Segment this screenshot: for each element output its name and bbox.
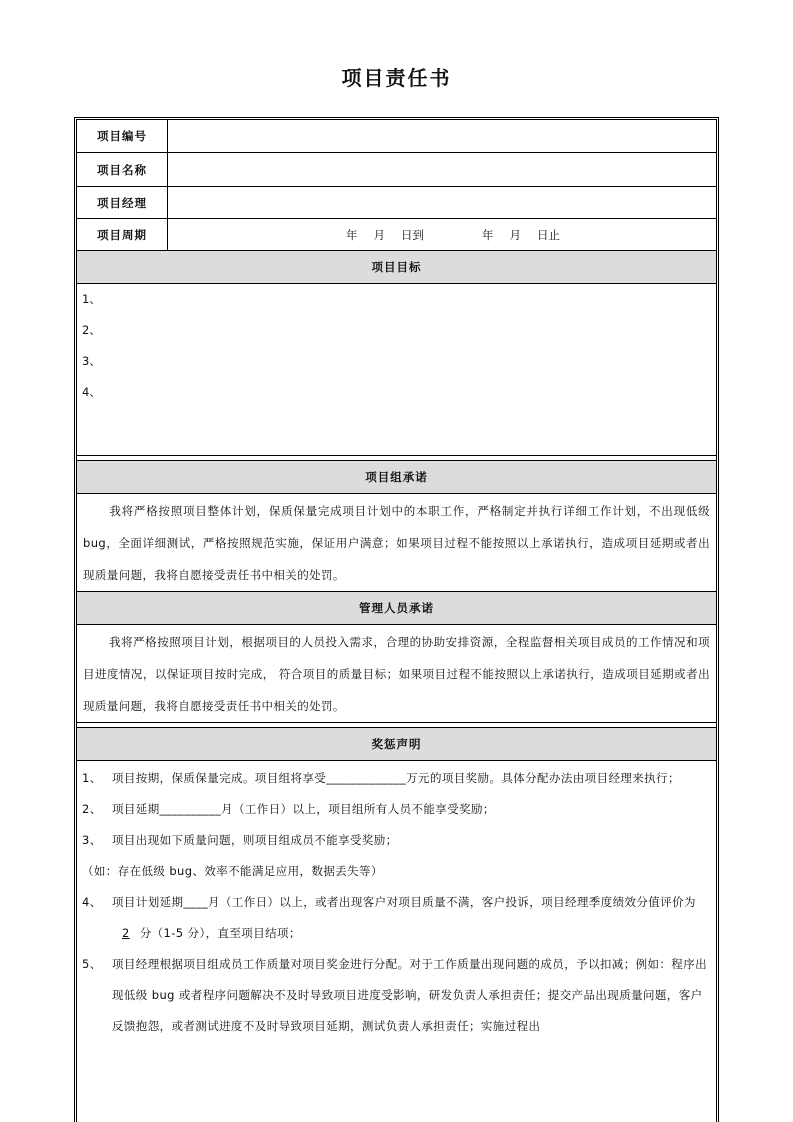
goal-item: 4、 [82,385,101,399]
rewards-section [77,763,716,1042]
project-name-field[interactable] [168,153,716,186]
reward-item-1: 1、 项目按期，保质保量完成。项目组将享受_____________万元的项目奖励。具体分配办法由项目经理来执行； [82,771,680,785]
project-period-field[interactable] [168,219,716,250]
reward-item-4: 4、 项目计划延期____月（工作日）以上，或者出现客户对项目质量不满，客户投诉，项目经理季度绩效分值评价为2 分（1-5 分），直至项目结项； [82,887,710,949]
period-day-end: 日止 [537,227,560,242]
score-value[interactable]: 2 [122,926,130,940]
goal-item: 2、 [82,323,101,337]
project-name-row [77,153,716,187]
project-manager-field[interactable] [168,187,716,218]
period-year-end: 年 [482,227,494,242]
reward-item-2: 2、 项目延期__________月（工作日）以上，项目组所有人员不能享受奖励； [82,802,495,816]
reward-amount-blank[interactable]: _____________ [326,771,407,785]
period-month-end: 月 [509,227,521,242]
document-title: 项目责任书 [341,66,452,90]
project-number-label: 项目编号 [77,120,168,152]
goals-section[interactable] [77,284,716,456]
project-period-row [77,219,716,251]
responsibility-form [76,119,717,1122]
team-commitment-header: 项目组承诺 [77,461,716,494]
manager-commitment-text: 我将严格按照项目计划，根据项目的人员投入需求，合理的协助安排资源，全程监督相关项目成员的工作情况和项目进度情况，以保证项目按时完成， 符合项目的质量目标；如果项目过程不能按照以上承诺执行，造成项目延期或者出现质量问题，我将自愿接受责任书中相关的处罚。 [77,625,716,723]
project-manager-row [77,187,716,219]
delay-months-blank[interactable]: __________ [159,802,222,816]
rewards-header: 奖惩声明 [77,728,716,761]
project-number-field[interactable] [168,120,716,152]
goal-item: 1、 [82,292,101,306]
project-manager-label: 项目经理 [77,187,168,218]
manager-commitment-header: 管理人员承诺 [77,592,716,625]
goals-header: 项目目标 [77,251,716,284]
period-month-start: 月 [373,227,385,242]
reward-item-3: 3、 项目出现如下质量问题，则项目组成员不能享受奖励； [82,833,398,847]
goal-item: 3、 [82,354,101,368]
period-year-start: 年 [346,227,358,242]
project-name-label: 项目名称 [77,153,168,186]
period-day-start: 日到 [401,227,424,242]
team-commitment-text: 我将严格按照项目整体计划，保质保量完成项目计划中的本职工作，严格制定并执行详细工作计划，不出现低级 bug，全面详细测试，严格按照规范实施，保证用户满意；如果项目过程不能按照以上承诺执行，造成项目延期或者出现质量问题，我将自愿接受责任书中相关的处罚。 [77,494,716,592]
project-period-label: 项目周期 [77,219,168,250]
project-number-row [77,120,716,153]
quality-issue-note: （如：存在低级 bug、效率不能满足应用，数据丢失等） [82,864,383,878]
plan-delay-blank[interactable]: ____ [183,895,209,909]
reward-item-5: 5、 项目经理根据项目组成员工作质量对项目奖金进行分配。对于工作质量出现问题的成员，予以扣减；例如：程序出现低级 bug 或者程序问题解决不及时导致项目进度受影响，研发负责人承担责任；提交产品出现质量问题，客户反馈抱怨，或者测试进度不及时导致项目延期，测试负责人承担责任；实施过程出 [82,957,707,1033]
